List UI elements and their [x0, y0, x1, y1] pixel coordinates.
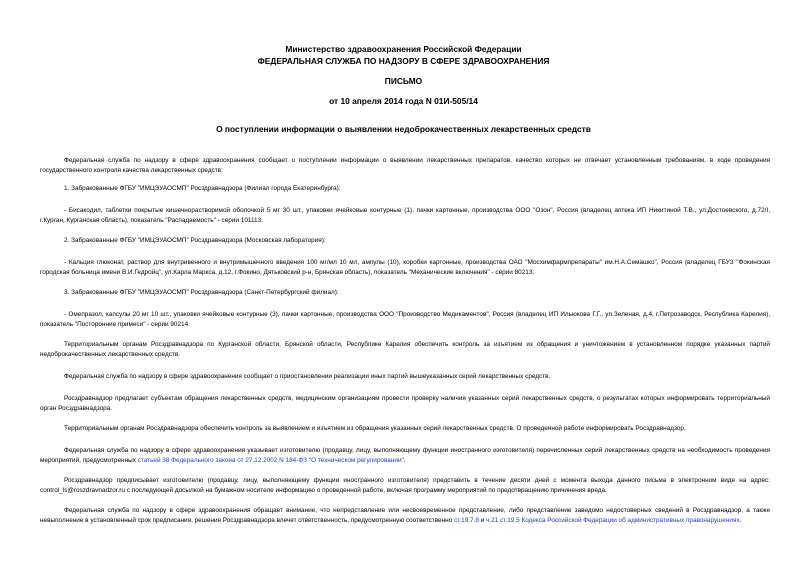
- paragraph-section-3: 3. Забракованные ФГБУ "ИМЦЭУАОСМП" Росздравнадзора (Санкт-Петербургский филиал):: [64, 289, 339, 296]
- paragraph-territorial-control: Территориальным органам Росздравнадзора по Курганской области, Брянской области, Республике Карелия обеспечить контроль за изъятием из обращения и уничтожением в установленном порядке указанных партий недоброкачественных лекарственных средств.: [40, 341, 770, 358]
- paragraph-item-2: - Кальция глюконат, раствор для внутривенного и внутримышечного введения 100 мг/мл 10 мл, ампулы (10), коробки картонные, производства ОАО "Мосхимфармпрепараты" им.Н.А.Семашко", Россия (владелец ГБУЗ "Фокинская городская больница имени В.И.Гедройц", ул.Карла Маркса, д.12, г.Фокино, Дятьковский р-н, Брянская область), показатель "Механические включения" - серии 80213.: [40, 259, 770, 276]
- paragraph-item-1: - Бисакодил, таблетки покрытые кишечнорастворимой оболочкой 5 мг 30 шт., упаковки ячейковые контурные (1), пачки картонные, производства ООО "Озон", Россия (владелец аптека ИП Никитиной Т.В., ул.Достоевского, д.72/I, г.Курган, Курганская область), показатель "Распадаемость" - серии 101113.: [40, 207, 770, 224]
- paragraph-manufacturer-notice: [40, 446, 770, 466]
- paragraph-suspension: Федеральная служба по надзору в сфере здравоохранения сообщает о приостановлении реализации иных партий вышеуказанных серий лекарственных средств.: [64, 373, 551, 380]
- service-title: ФЕДЕРАЛЬНАЯ СЛУЖБА ПО НАДЗОРУ В СФЕРЕ ЗДРАВООХРАНЕНИЯ: [257, 56, 550, 66]
- document-type: ПИСЬМО: [384, 76, 423, 86]
- paragraph-liability-end: .: [739, 517, 742, 524]
- document-date-number: от 10 апреля 2014 года N 01И-505/14: [329, 96, 478, 106]
- document-subject: О поступлении информации о выявлении недоброкачественных лекарственных средств: [216, 124, 591, 134]
- paragraph-check-request: Росздравнадзор предлагает субъектам обращения лекарственных средств, медицинским организациям провести проверку наличия указанных серий лекарственных средств, о результатах которых информировать территориальный орган Росздравнадзора.: [40, 395, 770, 412]
- paragraph-prescription: Росздравнадзор предписывает изготовителю (продавцу, лицу, выполняющему функции иностранного изготовителя) представить в течение десяти дней с момента выхода данного письма в электронном виде на адрес: control_ls@roszdravnadzor.ru с последующей досылкой на бумажном носителе информацию о проведенной работе, включая программу мероприятий по предотвращению причинения вреда.: [40, 477, 770, 494]
- paragraph-manufacturer-end: .: [403, 457, 406, 464]
- paragraph-liability-text: Федеральная служба по надзору в сфере здравоохранения обращает внимание, что непредставление или несвоевременное представление, либо представление заведомо недостоверных сведений в Росздравнадзор, а также невыполнение в установленный срок предписания, решения Росздравнадзора влечет ответственность, предусмотренную соответственно: [40, 507, 770, 524]
- ministry-title: Министерство здравоохранения Российской Федерации: [285, 44, 522, 54]
- paragraph-intro: Федеральная служба по надзору в сфере здравоохранения сообщает о поступлении информации о выявлении лекарственных препаратов, качество которых не отвечает установленным требованиям, в ходе проведения государственного контроля качества лекарственных средств:: [40, 157, 770, 174]
- paragraph-manufacturer-text: Федеральная служба по надзору в сфере здравоохранения указывает изготовителю (продавцу, лицу, выполняющему функции иностранного изготовителя) перечисленных серий лекарственных средств на необходимость проведения мероприятий, предусмотренных: [40, 447, 770, 464]
- paragraph-item-3: - Омепразол, капсулы 20 мг 10 шт., упаковки ячейковые контурные (3), пачки картонные, производства ООО "Производство Медикаментов", Россия (владелец ИП Ильюкова Г.Г., ул.Зеленая, д.4, г.Петрозаводск, Республика Карелия), показатель "Посторонние примеси" - серии 90214.: [40, 311, 770, 328]
- paragraph-liability-mid: и: [478, 517, 487, 524]
- paragraph-withdrawal-control: Территориальным органам Росздравнадзора обеспечить контроль за выявлением и изъятием из обращения указанных серий лекарственных средств. О проведенной работе информировать Росздравнадзор.: [64, 425, 686, 432]
- paragraph-section-1: 1. Забракованные ФГБУ "ИМЦЭУАОСМП" Росздравнадзора (Филиал города Екатеринбурга):: [64, 185, 341, 192]
- code-article-19-5-link[interactable]: ч.21 ст.19.5 Кодекса Российской Федерации об административных правонарушениях: [486, 517, 740, 524]
- code-article-19-7-8-link[interactable]: ст.19.7.8: [453, 517, 479, 524]
- paragraph-section-2: 2. Забракованные ФГБУ "ИМЦЭУАОСМП" Росздравнадзора (Московская лаборатория):: [64, 237, 326, 244]
- paragraph-liability: [40, 506, 770, 526]
- law-article-38-link[interactable]: статьей 38 Федерального закона от 27.12.2002 N 184-ФЗ "О техническом регулировании": [137, 457, 404, 464]
